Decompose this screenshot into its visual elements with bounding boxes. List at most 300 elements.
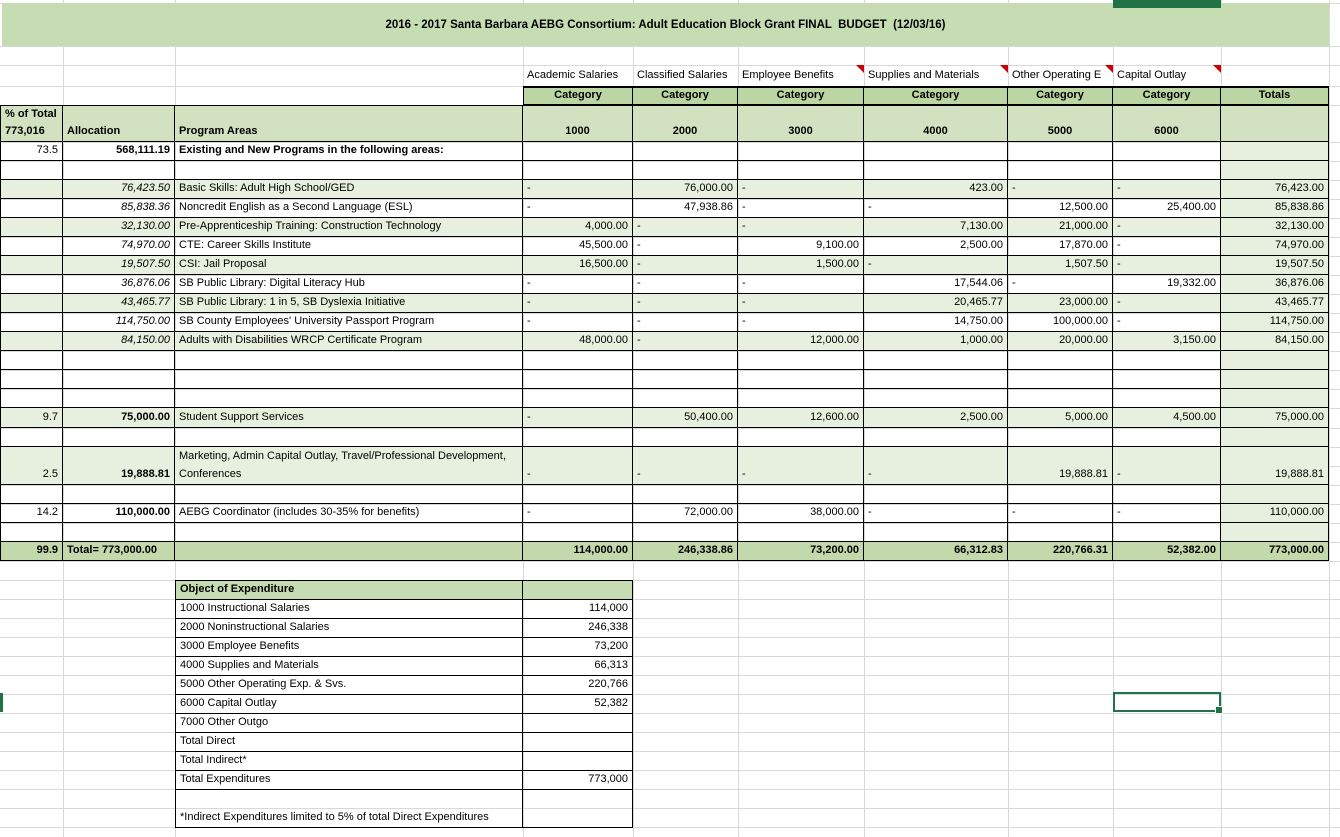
- cell-3000[interactable]: -: [738, 180, 864, 199]
- program-areas-header-cell[interactable]: Program Areas: [175, 106, 523, 142]
- expenditure-value-cell[interactable]: 52,382: [523, 695, 633, 714]
- cell-4000[interactable]: 14,750.00: [864, 313, 1008, 332]
- cell-1000[interactable]: 4,000.00: [523, 218, 633, 237]
- cell-2000[interactable]: [633, 351, 738, 370]
- object-header-row: [175, 581, 633, 600]
- cell-1000[interactable]: 45,500.00: [523, 237, 633, 256]
- column-label-capital-outlay[interactable]: Capital Outlay: [1117, 69, 1187, 81]
- cell-program[interactable]: Student Support Services: [175, 408, 523, 428]
- cell-2000[interactable]: [633, 389, 738, 408]
- cell-allocation[interactable]: [63, 485, 175, 504]
- cell-6000[interactable]: 52,382.00: [1113, 542, 1221, 561]
- cell-2000[interactable]: [633, 428, 738, 447]
- cell-program[interactable]: Marketing, Admin Capital Outlay, Travel/Professional Development, Conferences: [175, 447, 523, 485]
- cell-1000[interactable]: -: [523, 408, 633, 428]
- cell-5000[interactable]: [1008, 142, 1113, 161]
- cell-3000[interactable]: 73,200.00: [738, 542, 864, 561]
- cell-5000[interactable]: 23,000.00: [1008, 294, 1113, 313]
- cell-pct[interactable]: [0, 218, 63, 237]
- cell-5000[interactable]: 21,000.00: [1008, 218, 1113, 237]
- cell-totals[interactable]: 85,838.86: [1221, 199, 1329, 218]
- cell-totals[interactable]: 32,130.00: [1221, 218, 1329, 237]
- expenditure-label-cell[interactable]: 2000 Noninstructional Salaries: [175, 619, 523, 638]
- cell-allocation[interactable]: [63, 351, 175, 370]
- budget-row-sb-public-library-digital-literacy-hub: [0, 275, 1329, 294]
- cell-4000[interactable]: -: [864, 504, 1008, 523]
- cell-2000[interactable]: 47,938.86: [633, 199, 738, 218]
- expenditure-value-cell[interactable]: 66,313: [523, 657, 633, 676]
- expenditure-label-cell[interactable]: 3000 Employee Benefits: [175, 638, 523, 657]
- cell-pct[interactable]: [0, 275, 63, 294]
- cell-4000[interactable]: 7,130.00: [864, 218, 1008, 237]
- object-header-value-cell[interactable]: [523, 581, 633, 600]
- cell-3000[interactable]: -: [738, 313, 864, 332]
- cell-program[interactable]: Pre-Apprenticeship Training: Construction Technology: [175, 218, 523, 237]
- cell-2000[interactable]: -: [633, 332, 738, 351]
- object-of-expenditure-table: [175, 580, 633, 828]
- expenditure-label-cell[interactable]: 5000 Other Operating Exp. & Svs.: [175, 676, 523, 695]
- cell-3000[interactable]: -: [738, 447, 864, 485]
- cell-6000[interactable]: [1113, 389, 1221, 408]
- cell-pct[interactable]: [0, 389, 63, 408]
- cell-pct[interactable]: [0, 428, 63, 447]
- expenditure-value-cell[interactable]: [523, 752, 633, 771]
- cell-6000[interactable]: [1113, 142, 1221, 161]
- cell-totals[interactable]: 19,888.81: [1221, 447, 1329, 485]
- cell-totals[interactable]: 36,876.06: [1221, 275, 1329, 294]
- cell-pct[interactable]: [0, 351, 63, 370]
- cell-6000[interactable]: [1113, 428, 1221, 447]
- cell-3000[interactable]: -: [738, 218, 864, 237]
- budget-row-aebg-coordinator-includes-30-35-for-bene: [0, 504, 1329, 523]
- object-of-expenditure-header-cell[interactable]: Object of Expenditure: [175, 581, 523, 600]
- cell-totals[interactable]: [1221, 370, 1329, 389]
- cell-1000[interactable]: -: [523, 504, 633, 523]
- cell-3000[interactable]: [738, 142, 864, 161]
- cell-allocation[interactable]: 114,750.00: [63, 313, 175, 332]
- cell-pct[interactable]: [0, 523, 63, 542]
- cell-4000[interactable]: 2,500.00: [864, 408, 1008, 428]
- category-row: [523, 86, 1329, 105]
- cell-5000[interactable]: [1008, 523, 1113, 542]
- cell-3000[interactable]: 38,000.00: [738, 504, 864, 523]
- cell-allocation[interactable]: [63, 389, 175, 408]
- gridline: [1329, 0, 1330, 837]
- cell-5000[interactable]: 17,870.00: [1008, 237, 1113, 256]
- expenditure-value-cell[interactable]: 73,200: [523, 638, 633, 657]
- cell-pct[interactable]: 14.2: [0, 504, 63, 523]
- expenditure-row-7000-other-outgo: [175, 714, 633, 733]
- code-3000-cell[interactable]: 3000: [738, 106, 864, 142]
- expenditure-row-total-indirect: [175, 752, 633, 771]
- cell-4000[interactable]: -: [864, 199, 1008, 218]
- cell-6000[interactable]: -: [1113, 218, 1221, 237]
- allocation-total-value: 773,016: [5, 125, 45, 137]
- cell-allocation[interactable]: 32,130.00: [63, 218, 175, 237]
- cell-allocation[interactable]: 110,000.00: [63, 504, 175, 523]
- cell-program[interactable]: [175, 542, 523, 561]
- cell-2000[interactable]: -: [633, 275, 738, 294]
- cell-5000[interactable]: -: [1008, 504, 1113, 523]
- cell-totals[interactable]: 74,970.00: [1221, 237, 1329, 256]
- cell-3000[interactable]: -: [738, 294, 864, 313]
- budget-row-total: [0, 542, 1329, 561]
- cell-6000[interactable]: -: [1113, 237, 1221, 256]
- cell-program[interactable]: [175, 370, 523, 389]
- budget-row-csi-jail-proposal: [0, 256, 1329, 275]
- cell-program[interactable]: SB County Employees' University Passport Program: [175, 313, 523, 332]
- cell-5000[interactable]: [1008, 351, 1113, 370]
- cell-pct[interactable]: [0, 294, 63, 313]
- cell-3000[interactable]: 12,000.00: [738, 332, 864, 351]
- expenditure-label-cell[interactable]: 7000 Other Outgo: [175, 714, 523, 733]
- cell-totals[interactable]: [1221, 142, 1329, 161]
- expenditure-label-cell[interactable]: 4000 Supplies and Materials: [175, 657, 523, 676]
- cell-4000[interactable]: 1,000.00: [864, 332, 1008, 351]
- expenditure-value-cell[interactable]: 114,000: [523, 600, 633, 619]
- code-4000-cell[interactable]: 4000: [864, 106, 1008, 142]
- cell-1000[interactable]: [523, 428, 633, 447]
- expenditure-value-cell[interactable]: 220,766: [523, 676, 633, 695]
- totals-header-cell[interactable]: Totals: [1221, 88, 1329, 105]
- budget-row-cte-career-skills-institute: [0, 237, 1329, 256]
- cell-pct[interactable]: [0, 256, 63, 275]
- cell-program[interactable]: SB Public Library: Digital Literacy Hub: [175, 275, 523, 294]
- cell-program[interactable]: [175, 428, 523, 447]
- cell-6000[interactable]: 25,400.00: [1113, 199, 1221, 218]
- cell-4000[interactable]: 17,544.06: [864, 275, 1008, 294]
- expenditure-row-indirect-expenditures-limited-to-5-of-to: [175, 790, 633, 828]
- cell-5000[interactable]: [1008, 389, 1113, 408]
- expenditure-row-1000-instructional-salaries: [175, 600, 633, 619]
- cell-pct[interactable]: 2.5: [0, 447, 63, 485]
- expenditure-row-total-expenditures: [175, 771, 633, 790]
- cell-4000[interactable]: 66,312.83: [864, 542, 1008, 561]
- category-cell-3000[interactable]: Category: [738, 88, 864, 105]
- cell-allocation[interactable]: 75,000.00: [63, 408, 175, 428]
- expenditure-label-cell[interactable]: 1000 Instructional Salaries: [175, 600, 523, 619]
- cell-5000[interactable]: 20,000.00: [1008, 332, 1113, 351]
- cell-1000[interactable]: [523, 370, 633, 389]
- selected-cell[interactable]: [1113, 692, 1221, 712]
- cell-2000[interactable]: -: [633, 256, 738, 275]
- cell-3000[interactable]: 1,500.00: [738, 256, 864, 275]
- cell-allocation[interactable]: [63, 523, 175, 542]
- cell-program[interactable]: SB Public Library: 1 in 5, SB Dyslexia Initiative: [175, 294, 523, 313]
- cell-5000[interactable]: 100,000.00: [1008, 313, 1113, 332]
- cell-5000[interactable]: [1008, 428, 1113, 447]
- cell-4000[interactable]: [864, 370, 1008, 389]
- cell-4000[interactable]: -: [864, 256, 1008, 275]
- cell-6000[interactable]: -: [1113, 256, 1221, 275]
- cell-program[interactable]: CTE: Career Skills Institute: [175, 237, 523, 256]
- cell-2000[interactable]: -: [633, 447, 738, 485]
- cell-4000[interactable]: 2,500.00: [864, 237, 1008, 256]
- cell-1000[interactable]: 48,000.00: [523, 332, 633, 351]
- cell-program[interactable]: Adults with Disabilities WRCP Certificate Program: [175, 332, 523, 351]
- cell-4000[interactable]: [864, 389, 1008, 408]
- cell-6000[interactable]: [1113, 523, 1221, 542]
- cell-3000[interactable]: [738, 389, 864, 408]
- cell-totals[interactable]: 773,000.00: [1221, 542, 1329, 561]
- cell-allocation[interactable]: 74,970.00: [63, 237, 175, 256]
- cell-1000[interactable]: [523, 389, 633, 408]
- cell-4000[interactable]: 20,465.77: [864, 294, 1008, 313]
- budget-row-pre-apprenticeship-training-construction: [0, 218, 1329, 237]
- gridline: [0, 46, 1340, 47]
- expenditure-label-cell[interactable]: *Indirect Expenditures limited to 5% of total Direct Expenditures: [175, 790, 523, 828]
- cell-allocation[interactable]: [63, 161, 175, 180]
- cell-5000[interactable]: -: [1008, 275, 1113, 294]
- cell-2000[interactable]: [633, 161, 738, 180]
- cell-totals[interactable]: [1221, 485, 1329, 504]
- cell-6000[interactable]: 19,332.00: [1113, 275, 1221, 294]
- cell-pct[interactable]: [0, 237, 63, 256]
- cell-2000[interactable]: -: [633, 294, 738, 313]
- code-2000-cell[interactable]: 2000: [633, 106, 738, 142]
- column-label-academic-salaries[interactable]: Academic Salaries: [527, 69, 619, 81]
- budget-row-student-support-services: [0, 408, 1329, 428]
- cell-program[interactable]: Basic Skills: Adult High School/GED: [175, 180, 523, 199]
- cell-3000[interactable]: [738, 161, 864, 180]
- cell-1000[interactable]: 16,500.00: [523, 256, 633, 275]
- cell-1000[interactable]: -: [523, 180, 633, 199]
- budget-table-body: [0, 142, 1329, 561]
- cell-1000[interactable]: [523, 523, 633, 542]
- cell-5000[interactable]: 1,507.50: [1008, 256, 1113, 275]
- expenditure-value-cell[interactable]: [523, 733, 633, 752]
- cell-2000[interactable]: -: [633, 313, 738, 332]
- cell-2000[interactable]: 246,338.86: [633, 542, 738, 561]
- cell-program[interactable]: [175, 351, 523, 370]
- cell-program[interactable]: [175, 389, 523, 408]
- cell-5000[interactable]: [1008, 485, 1113, 504]
- budget-row-noncredit-english-as-a-second-language-e: [0, 199, 1329, 218]
- category-cell-6000[interactable]: Category: [1113, 88, 1221, 105]
- cell-3000[interactable]: [738, 370, 864, 389]
- cell-2000[interactable]: [633, 523, 738, 542]
- budget-row-basic-skills-adult-high-school-ged: [0, 180, 1329, 199]
- cell-pct[interactable]: [0, 180, 63, 199]
- column-label-employee-benefits[interactable]: Employee Benefits: [742, 69, 834, 81]
- cell-6000[interactable]: [1113, 370, 1221, 389]
- cell-program[interactable]: [175, 485, 523, 504]
- cell-5000[interactable]: 5,000.00: [1008, 408, 1113, 428]
- category-cell-2000[interactable]: Category: [633, 88, 738, 105]
- cell-6000[interactable]: [1113, 485, 1221, 504]
- cell-4000[interactable]: [864, 523, 1008, 542]
- cell-1000[interactable]: -: [523, 275, 633, 294]
- cell-2000[interactable]: 50,400.00: [633, 408, 738, 428]
- cell-totals[interactable]: [1221, 389, 1329, 408]
- expenditure-value-cell[interactable]: 246,338: [523, 619, 633, 638]
- cell-totals[interactable]: [1221, 351, 1329, 370]
- budget-row-marketing-admin-capital-outlay-travel-pr: [0, 447, 1329, 485]
- cell-allocation[interactable]: 19,888.81: [63, 447, 175, 485]
- cell-allocation[interactable]: [63, 428, 175, 447]
- cell-pct[interactable]: [0, 161, 63, 180]
- expenditure-label-cell[interactable]: Total Indirect*: [175, 752, 523, 771]
- cell-6000[interactable]: [1113, 351, 1221, 370]
- expenditure-row-3000-employee-benefits: [175, 638, 633, 657]
- cell-6000[interactable]: 3,150.00: [1113, 332, 1221, 351]
- cell-5000[interactable]: 12,500.00: [1008, 199, 1113, 218]
- totals-blank-header-cell[interactable]: [1221, 106, 1329, 142]
- cell-5000[interactable]: 220,766.31: [1008, 542, 1113, 561]
- cell-4000[interactable]: 423.00: [864, 180, 1008, 199]
- cell-4000[interactable]: [864, 485, 1008, 504]
- selection-remnant-top: [1113, 0, 1221, 8]
- cell-allocation[interactable]: [63, 370, 175, 389]
- cell-5000[interactable]: -: [1008, 180, 1113, 199]
- selection-remnant-left: [0, 693, 3, 712]
- cell-5000[interactable]: [1008, 161, 1113, 180]
- budget-row-adults-with-disabilities-wrcp-certificat: [0, 332, 1329, 351]
- cell-totals[interactable]: 114,750.00: [1221, 313, 1329, 332]
- cell-allocation[interactable]: 568,111.19: [63, 142, 175, 161]
- cell-allocation[interactable]: 84,150.00: [63, 332, 175, 351]
- pct-of-total-label: % of Total: [5, 108, 57, 120]
- cell-pct[interactable]: [0, 370, 63, 389]
- cell-1000[interactable]: -: [523, 447, 633, 485]
- cell-6000[interactable]: -: [1113, 504, 1221, 523]
- cell-pct[interactable]: [0, 332, 63, 351]
- cell-totals[interactable]: 84,150.00: [1221, 332, 1329, 351]
- cell-3000[interactable]: 12,600.00: [738, 408, 864, 428]
- cell-6000[interactable]: -: [1113, 313, 1221, 332]
- cell-6000[interactable]: -: [1113, 180, 1221, 199]
- expenditure-row-5000-other-operating-exp-svs: [175, 676, 633, 695]
- code-1000-cell[interactable]: 1000: [523, 106, 633, 142]
- code-5000-cell[interactable]: 5000: [1008, 106, 1113, 142]
- cell-allocation[interactable]: 43,465.77: [63, 294, 175, 313]
- comment-indicator: [1213, 65, 1221, 73]
- cell-program[interactable]: Existing and New Programs in the following areas:: [175, 142, 523, 161]
- cell-allocation[interactable]: 36,876.06: [63, 275, 175, 294]
- expenditure-label-cell[interactable]: 6000 Capital Outlay: [175, 695, 523, 714]
- cell-6000[interactable]: -: [1113, 294, 1221, 313]
- cell-2000[interactable]: -: [633, 218, 738, 237]
- cell-4000[interactable]: [864, 142, 1008, 161]
- expenditure-label-cell[interactable]: Total Expenditures: [175, 771, 523, 790]
- cell-4000[interactable]: [864, 428, 1008, 447]
- cell-2000[interactable]: [633, 370, 738, 389]
- cell-3000[interactable]: [738, 428, 864, 447]
- cell-1000[interactable]: [523, 161, 633, 180]
- expenditure-row-4000-supplies-and-materials: [175, 657, 633, 676]
- cell-pct[interactable]: 9.7: [0, 408, 63, 428]
- cell-1000[interactable]: [523, 142, 633, 161]
- cell-4000[interactable]: -: [864, 447, 1008, 485]
- cell-4000[interactable]: [864, 161, 1008, 180]
- cell-pct[interactable]: 73.5: [0, 142, 63, 161]
- cell-program[interactable]: AEBG Coordinator (includes 30-35% for benefits): [175, 504, 523, 523]
- cell-1000[interactable]: -: [523, 294, 633, 313]
- budget-row-blank: [0, 428, 1329, 447]
- cell-3000[interactable]: -: [738, 199, 864, 218]
- gridline: [0, 561, 1340, 562]
- cell-totals[interactable]: 75,000.00: [1221, 408, 1329, 428]
- cell-allocation[interactable]: 76,423.50: [63, 180, 175, 199]
- cell-3000[interactable]: [738, 351, 864, 370]
- cell-totals[interactable]: 76,423.00: [1221, 180, 1329, 199]
- cell-totals[interactable]: 19,507.50: [1221, 256, 1329, 275]
- comment-indicator: [1000, 65, 1008, 73]
- cell-1000[interactable]: -: [523, 199, 633, 218]
- cell-5000[interactable]: [1008, 370, 1113, 389]
- cell-totals[interactable]: 110,000.00: [1221, 504, 1329, 523]
- cell-1000[interactable]: [523, 485, 633, 504]
- cell-pct[interactable]: [0, 199, 63, 218]
- cell-6000[interactable]: 4,500.00: [1113, 408, 1221, 428]
- cell-2000[interactable]: 72,000.00: [633, 504, 738, 523]
- allocation-header-cell[interactable]: Allocation: [63, 106, 175, 142]
- cell-pct[interactable]: 99.9: [0, 542, 63, 561]
- cell-program[interactable]: [175, 161, 523, 180]
- cell-1000[interactable]: 114,000.00: [523, 542, 633, 561]
- cell-pct[interactable]: [0, 313, 63, 332]
- cell-program[interactable]: CSI: Jail Proposal: [175, 256, 523, 275]
- cell-totals[interactable]: 43,465.77: [1221, 294, 1329, 313]
- category-cell-5000[interactable]: Category: [1008, 88, 1113, 105]
- cell-6000[interactable]: -: [1113, 447, 1221, 485]
- cell-2000[interactable]: 76,000.00: [633, 180, 738, 199]
- cell-2000[interactable]: [633, 142, 738, 161]
- cell-6000[interactable]: [1113, 161, 1221, 180]
- budget-row-sb-county-employees-university-passport-: [0, 313, 1329, 332]
- category-cell-4000[interactable]: Category: [864, 88, 1008, 105]
- pct-of-total-header-cell[interactable]: [0, 106, 63, 142]
- cell-program[interactable]: Noncredit English as a Second Language (ESL): [175, 199, 523, 218]
- budget-row-blank: [0, 389, 1329, 408]
- fill-handle[interactable]: [1215, 706, 1223, 714]
- cell-1000[interactable]: -: [523, 313, 633, 332]
- code-6000-cell[interactable]: 6000: [1113, 106, 1221, 142]
- expenditure-value-cell[interactable]: 773,000: [523, 771, 633, 790]
- cell-3000[interactable]: -: [738, 275, 864, 294]
- cell-totals[interactable]: [1221, 523, 1329, 542]
- budget-row-blank: [0, 485, 1329, 504]
- cell-allocation[interactable]: Total= 773,000.00: [63, 542, 175, 561]
- cell-2000[interactable]: [633, 485, 738, 504]
- category-cell-1000[interactable]: Category: [523, 88, 633, 105]
- cell-totals[interactable]: [1221, 161, 1329, 180]
- cell-program[interactable]: [175, 523, 523, 542]
- cell-allocation[interactable]: 19,507.50: [63, 256, 175, 275]
- cell-pct[interactable]: [0, 485, 63, 504]
- column-label-other-operating-e[interactable]: Other Operating E: [1012, 69, 1102, 81]
- cell-3000[interactable]: [738, 485, 864, 504]
- cell-4000[interactable]: [864, 351, 1008, 370]
- budget-row-blank: [0, 161, 1329, 180]
- budget-row-sb-public-library-1-in-5-sb-dyslexia-ini: [0, 294, 1329, 313]
- table-header-row: [0, 105, 1329, 142]
- column-label-supplies-and-materials[interactable]: Supplies and Materials: [868, 69, 980, 81]
- cell-3000[interactable]: [738, 523, 864, 542]
- cell-5000[interactable]: 19,888.81: [1008, 447, 1113, 485]
- cell-1000[interactable]: [523, 351, 633, 370]
- column-label-classified-salaries[interactable]: Classified Salaries: [637, 69, 728, 81]
- comment-indicator: [856, 65, 864, 73]
- cell-2000[interactable]: -: [633, 237, 738, 256]
- expenditure-value-cell[interactable]: [523, 790, 633, 828]
- cell-allocation[interactable]: 85,838.36: [63, 199, 175, 218]
- sheet-title-cell[interactable]: 2016 - 2017 Santa Barbara AEBG Consortium: Adult Education Block Grant FINAL BUDGET (12/03/16): [2, 3, 1329, 46]
- cell-totals[interactable]: [1221, 428, 1329, 447]
- expenditure-value-cell[interactable]: [523, 714, 633, 733]
- cell-3000[interactable]: 9,100.00: [738, 237, 864, 256]
- expenditure-label-cell[interactable]: Total Direct: [175, 733, 523, 752]
